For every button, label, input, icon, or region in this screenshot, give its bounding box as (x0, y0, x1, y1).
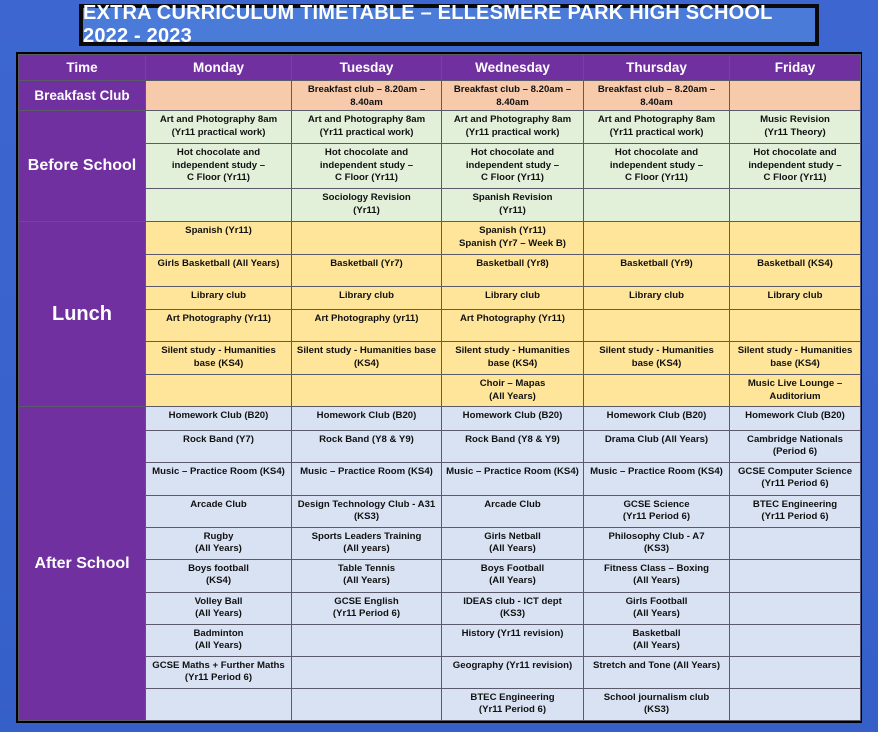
activity-cell: Choir – Mapas (All Years) (442, 375, 584, 407)
after-school-row (19, 656, 861, 688)
activity-cell: Basketball (KS4) (730, 255, 861, 287)
activity-cell (146, 375, 292, 407)
activity-cell: History (Yr11 revision) (442, 624, 584, 656)
activity-cell (730, 592, 861, 624)
time-slot-breakfast: Breakfast Club (19, 81, 146, 111)
activity-cell (730, 310, 861, 342)
activity-cell (730, 527, 861, 559)
activity-cell: Music – Practice Room (KS4) (292, 462, 442, 495)
activity-cell: Art and Photography 8am (Yr11 practical work) (146, 111, 292, 144)
activity-cell: Art Photography (yr11) (292, 310, 442, 342)
lunch-row (19, 287, 861, 310)
activity-cell: Design Technology Club - A31 (KS3) (292, 495, 442, 527)
activity-cell: Sports Leaders Training (All years) (292, 527, 442, 559)
activity-cell (730, 559, 861, 592)
activity-cell: Breakfast club – 8.20am – 8.40am (584, 81, 730, 111)
activity-cell: Basketball (Yr9) (584, 255, 730, 287)
header-time: Time (19, 55, 146, 81)
timetable (16, 52, 862, 723)
activity-cell (292, 656, 442, 688)
lunch-row (19, 255, 861, 287)
activity-cell: Stretch and Tone (All Years) (584, 656, 730, 688)
header-wednesday: Wednesday (442, 55, 584, 81)
activity-cell: Boys football (KS4) (146, 559, 292, 592)
time-slot-before-school: Before School (19, 111, 146, 222)
activity-cell: Hot chocolate and independent study – C Floor (Yr11) (442, 144, 584, 189)
activity-cell: Drama Club (All Years) (584, 430, 730, 462)
activity-cell: Arcade Club (442, 495, 584, 527)
activity-cell: GCSE Maths + Further Maths (Yr11 Period 6) (146, 656, 292, 688)
activity-cell (146, 81, 292, 111)
activity-cell: Volley Ball (All Years) (146, 592, 292, 624)
activity-cell: Music Live Lounge – Auditorium (730, 375, 861, 407)
lunch-row (19, 375, 861, 407)
after-school-row (19, 407, 861, 430)
activity-cell (584, 310, 730, 342)
activity-cell: Cambridge Nationals (Period 6) (730, 430, 861, 462)
activity-cell: Homework Club (B20) (292, 407, 442, 430)
activity-cell (292, 624, 442, 656)
activity-cell: Badminton (All Years) (146, 624, 292, 656)
after-school-row (19, 527, 861, 559)
activity-cell: Library club (146, 287, 292, 310)
activity-cell: Hot chocolate and independent study – C Floor (Yr11) (292, 144, 442, 189)
activity-cell (584, 189, 730, 222)
time-slot-after-school: After School (19, 407, 146, 721)
after-school-row (19, 430, 861, 462)
activity-cell: Art Photography (Yr11) (146, 310, 292, 342)
activity-cell (730, 688, 861, 720)
before-school-row (19, 189, 861, 222)
activity-cell: Silent study - Humanities base (KS4) (146, 342, 292, 375)
after-school-row (19, 559, 861, 592)
activity-cell: Art and Photography 8am (Yr11 practical work) (584, 111, 730, 144)
activity-cell: Spanish (Yr11) (146, 222, 292, 255)
activity-cell: Rock Band (Y8 & Y9) (292, 430, 442, 462)
header-tuesday: Tuesday (292, 55, 442, 81)
activity-cell: Fitness Class – Boxing (All Years) (584, 559, 730, 592)
activity-cell: Boys Football (All Years) (442, 559, 584, 592)
activity-cell: Table Tennis (All Years) (292, 559, 442, 592)
activity-cell (292, 222, 442, 255)
activity-cell: Girls Football (All Years) (584, 592, 730, 624)
header-thursday: Thursday (584, 55, 730, 81)
activity-cell (730, 222, 861, 255)
activity-cell: Rugby (All Years) (146, 527, 292, 559)
activity-cell: Music – Practice Room (KS4) (146, 462, 292, 495)
activity-cell (730, 624, 861, 656)
activity-cell: Silent study - Humanities base (KS4) (584, 342, 730, 375)
activity-cell: Art and Photography 8am (Yr11 practical work) (442, 111, 584, 144)
activity-cell: Girls Netball (All Years) (442, 527, 584, 559)
activity-cell: GCSE Computer Science (Yr11 Period 6) (730, 462, 861, 495)
activity-cell: Homework Club (B20) (584, 407, 730, 430)
activity-cell: Homework Club (B20) (146, 407, 292, 430)
activity-cell (584, 375, 730, 407)
activity-cell: Hot chocolate and independent study – C Floor (Yr11) (584, 144, 730, 189)
activity-cell (584, 222, 730, 255)
activity-cell: Philosophy Club - A7 (KS3) (584, 527, 730, 559)
activity-cell: Art and Photography 8am (Yr11 practical work) (292, 111, 442, 144)
activity-cell: Basketball (All Years) (584, 624, 730, 656)
lunch-row (19, 342, 861, 375)
activity-cell (292, 688, 442, 720)
activity-cell: IDEAS club - ICT dept (KS3) (442, 592, 584, 624)
activity-cell: Rock Band (Y7) (146, 430, 292, 462)
activity-cell: GCSE English (Yr11 Period 6) (292, 592, 442, 624)
activity-cell: Sociology Revision (Yr11) (292, 189, 442, 222)
header-friday: Friday (730, 55, 861, 81)
activity-cell (730, 656, 861, 688)
activity-cell: Geography (Yr11 revision) (442, 656, 584, 688)
page-title: EXTRA CURRICULUM TIMETABLE – ELLESMERE PARK HIGH SCHOOL 2022 - 2023 (79, 4, 819, 46)
activity-cell: Music Revision (Yr11 Theory) (730, 111, 861, 144)
activity-cell: Library club (442, 287, 584, 310)
activity-cell: Breakfast club – 8.20am – 8.40am (442, 81, 584, 111)
activity-cell: Library club (292, 287, 442, 310)
time-slot-lunch: Lunch (19, 222, 146, 407)
activity-cell: Spanish (Yr11) Spanish (Yr7 – Week B) (442, 222, 584, 255)
activity-cell: Art Photography (Yr11) (442, 310, 584, 342)
activity-cell (292, 375, 442, 407)
activity-cell: Spanish Revision (Yr11) (442, 189, 584, 222)
activity-cell: Rock Band (Y8 & Y9) (442, 430, 584, 462)
activity-cell: Basketball (Yr8) (442, 255, 584, 287)
activity-cell: Basketball (Yr7) (292, 255, 442, 287)
activity-cell: Silent study - Humanities base (KS4) (442, 342, 584, 375)
activity-cell: BTEC Engineering (Yr11 Period 6) (442, 688, 584, 720)
before-school-row (19, 144, 861, 189)
breakfast-row (19, 81, 861, 111)
activity-cell: Homework Club (B20) (730, 407, 861, 430)
activity-cell: Girls Basketball (All Years) (146, 255, 292, 287)
activity-cell: Hot chocolate and independent study – C Floor (Yr11) (730, 144, 861, 189)
activity-cell: Silent study - Humanities base (KS4) (292, 342, 442, 375)
activity-cell (730, 81, 861, 111)
header-monday: Monday (146, 55, 292, 81)
after-school-row (19, 462, 861, 495)
activity-cell: Music – Practice Room (KS4) (584, 462, 730, 495)
activity-cell: Breakfast club – 8.20am – 8.40am (292, 81, 442, 111)
after-school-row (19, 624, 861, 656)
activity-cell (146, 189, 292, 222)
after-school-row (19, 688, 861, 720)
lunch-row (19, 310, 861, 342)
activity-cell (730, 189, 861, 222)
after-school-row (19, 592, 861, 624)
after-school-row (19, 495, 861, 527)
activity-cell: Homework Club (B20) (442, 407, 584, 430)
before-school-row (19, 111, 861, 144)
activity-cell: BTEC Engineering (Yr11 Period 6) (730, 495, 861, 527)
activity-cell: Arcade Club (146, 495, 292, 527)
activity-cell: Hot chocolate and independent study – C Floor (Yr11) (146, 144, 292, 189)
activity-cell: Library club (584, 287, 730, 310)
activity-cell: GCSE Science (Yr11 Period 6) (584, 495, 730, 527)
activity-cell: Silent study - Humanities base (KS4) (730, 342, 861, 375)
activity-cell: Music – Practice Room (KS4) (442, 462, 584, 495)
timetable-grid (18, 54, 861, 721)
activity-cell (146, 688, 292, 720)
activity-cell: Library club (730, 287, 861, 310)
activity-cell: School journalism club (KS3) (584, 688, 730, 720)
lunch-row (19, 222, 861, 255)
header-row (19, 55, 861, 81)
